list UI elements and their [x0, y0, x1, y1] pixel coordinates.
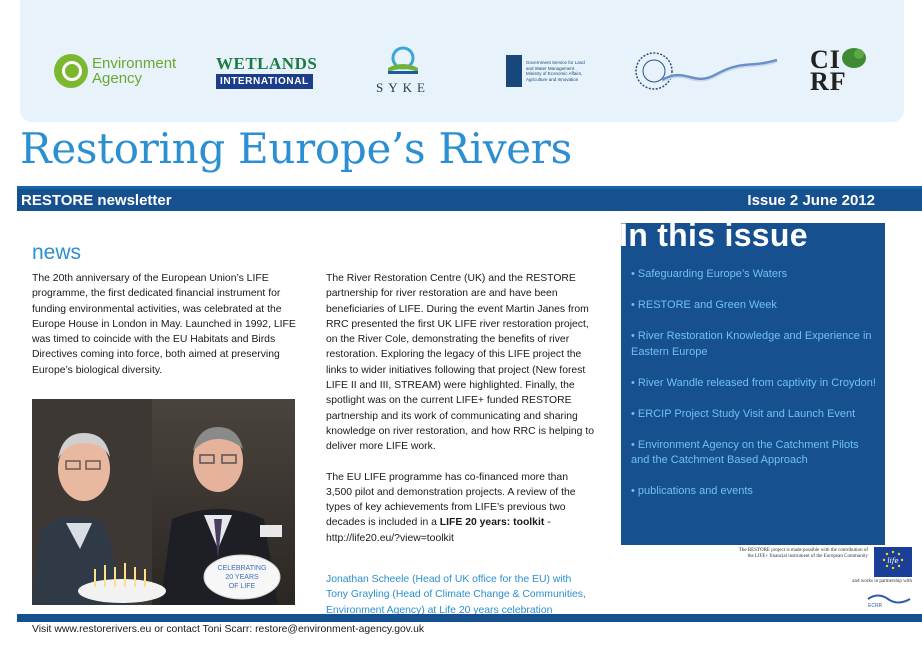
news-column-2: [326, 271, 594, 561]
toolkit-intro: The EU LIFE programme has co-financed more than 3,500 pilot and demonstration projects. A review of the types of key achievements from LIFE’s previous two decades is included in a: [326, 471, 576, 529]
ecrr-small-icon: [866, 590, 912, 608]
issue-list: [631, 267, 879, 515]
gov-logo-line3: Ministry of Economic Affairs,: [526, 71, 583, 76]
photo-illustration: [32, 399, 295, 605]
wetlands-international-logo: [216, 44, 317, 98]
wetlands-logo-bottom: INTERNATIONAL: [216, 74, 313, 89]
issue-item-3[interactable]: • River Restoration Knowledge and Experience in Eastern Europe: [631, 329, 879, 360]
ecrr-logo-line2: RF: [810, 67, 847, 96]
gov-logo-line4: Agriculture and Innovation: [526, 76, 579, 82]
ea-logo-line1: Environment: [92, 55, 177, 72]
government-service-logo: [506, 44, 610, 98]
partner-logo-band: [20, 0, 904, 122]
ecrr-logo-line1: CI: [810, 45, 841, 74]
environment-agency-mark-icon: [54, 54, 88, 88]
issue-item-4[interactable]: • River Wandle released from captivity in Croydon!: [631, 376, 879, 392]
cake-text-line3: OF LIFE: [228, 583, 256, 590]
gov-logo-line2: and Water Management: [526, 65, 575, 71]
ea-logo-line2: Agency: [92, 70, 143, 87]
life-credit-text: [680, 548, 868, 560]
footer-rule: [17, 614, 922, 622]
environment-agency-logo: [54, 44, 176, 98]
cake-text-line1: CELEBRATING: [217, 565, 267, 572]
eu-life-label: life: [887, 557, 899, 565]
issue-item-7[interactable]: • publications and events: [631, 484, 879, 500]
syke-logo-text: SYKE: [376, 80, 430, 95]
syke-mark-icon: [386, 46, 420, 76]
credit-line2: the LIFE+ financial instrument of the European Community: [747, 554, 868, 559]
newsletter-title: Restoring Europe’s Rivers: [20, 124, 572, 173]
news-heading: news: [32, 241, 82, 264]
credit-line1: The RESTORE project is made possible with the contribution of: [738, 548, 868, 553]
news-column-1: [32, 271, 296, 378]
news-paragraph-2: The River Restoration Centre (UK) and the RESTORE partnership for river restoration are and have been beneficiaries of LIFE. During the event Martin Janes from RRC presented the first UK LIFE river restoration project, on the River Cole, demonstrating the benefits of river restoration. Exploring the legacy of this LIFE project the links to wider initiatives following that project (New forest LIFE II and III, STREAM) were highlighted. Finally, the spotlight was on the current LIFE+ funded RESTORE partnership and its work of communicating and sharing knowledge on river restoration, and how RRC is helping to deliver more LIFE work.: [326, 273, 594, 453]
eu-life-logo: [874, 547, 912, 577]
news-paragraph-1: The 20th anniversary of the European Union’s LIFE programme, the first dedicated financial instrument for funding environmental activities, was celebrated at the Europe House in London in May. Launched in 1992, LIFE was timed to coincide with the EU Habitats and Birds Directives coming into force, both aimed at preserving Europe’s biological diversity.: [32, 273, 296, 376]
footer-contact[interactable]: Visit www.restorerivers.eu or contact Toni Scarr: restore@environment-agency.gov.uk: [32, 624, 425, 635]
in-this-issue-title: In this issue: [619, 217, 808, 253]
toolkit-title: LIFE 20 years: toolkit: [439, 517, 545, 529]
ecrr-logo: [810, 44, 869, 98]
issue-item-2[interactable]: • RESTORE and Green Week: [631, 298, 879, 314]
wetlands-logo-top: WETLANDS: [216, 53, 318, 73]
ecrr-small-label: ECRR: [868, 603, 883, 608]
river-restoration-centre-logo: [632, 44, 782, 98]
toolkit-link[interactable]: - http://life20.eu/?view=toolkit: [326, 517, 551, 544]
photo-caption: Jonathan Scheele (Head of UK office for the EU) with Tony Grayling (Head of Climate Change & Communities, Environment Agency) at Life 20 years celebration: [326, 574, 586, 614]
syke-logo: [376, 46, 430, 100]
cake-text-line2: 20 YEARS: [225, 574, 259, 581]
news-paragraph-3: [326, 470, 594, 546]
issue-item-1[interactable]: • Safeguarding Europe’s Waters: [631, 267, 879, 283]
issue-item-6[interactable]: • Environment Agency on the Catchment Pilots and the Catchment Based Approach: [631, 438, 879, 469]
celebration-photo: [32, 399, 295, 605]
newsletter-name: RESTORE newsletter: [21, 192, 172, 209]
gov-logo-line1: Government Service for Land: [526, 60, 585, 65]
river-restoration-centre-icon: [632, 46, 782, 96]
ecrr-leaf-icon: [839, 46, 869, 80]
issue-date: Issue 2 June 2012: [747, 192, 875, 209]
issue-item-5[interactable]: • ERCIP Project Study Visit and Launch Event: [631, 407, 879, 423]
dutch-crest-icon: [506, 55, 522, 87]
ecrr-small-logo: [866, 590, 912, 608]
partnership-credit-text: and works in partnership with: [852, 579, 912, 584]
newsletter-banner: [17, 189, 922, 211]
in-this-issue-panel: [619, 217, 885, 545]
eu-stars-icon: [874, 547, 912, 577]
